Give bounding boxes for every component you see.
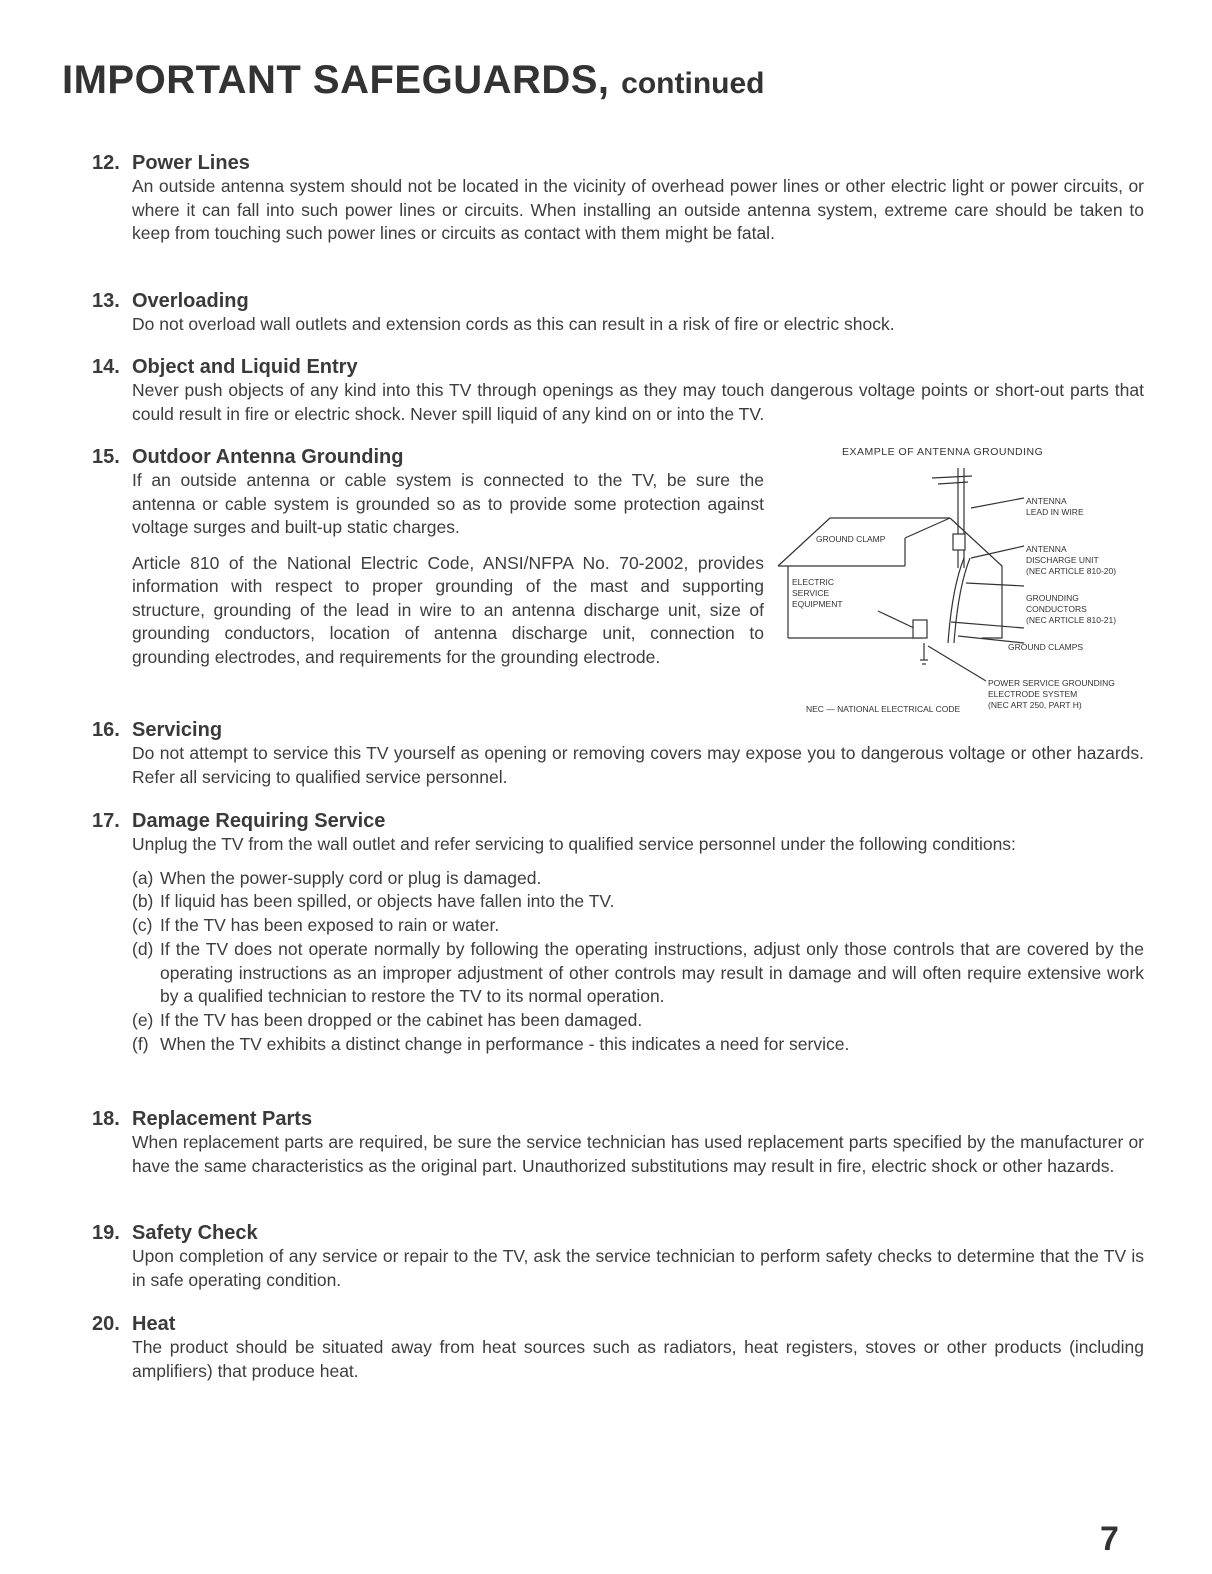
section-damage-requiring-service xyxy=(92,809,1144,1057)
item-text: If the TV has been dropped or the cabinet has been damaged. xyxy=(160,1010,643,1031)
section-number: 13. xyxy=(92,290,120,312)
page-title-sub: continued xyxy=(621,67,765,100)
section-title: Replacement Parts xyxy=(132,1108,313,1130)
label-power-service-nec: (NEC ART 250, PART H) xyxy=(988,700,1082,710)
list-item xyxy=(132,938,1144,1009)
section-number: 18. xyxy=(92,1108,120,1130)
section-title: Servicing xyxy=(132,719,223,741)
label-conductors-nec: (NEC ARTICLE 810-21) xyxy=(1026,615,1117,625)
section-title: Object and Liquid Entry xyxy=(132,356,358,378)
section-body: Upon completion of any service or repair to the TV, ask the service technician to perform safety checks to determine that the TV is in safe operating condition. xyxy=(132,1246,1144,1290)
label-discharge-unit: DISCHARGE UNIT xyxy=(1026,555,1099,565)
list-item xyxy=(132,1033,1144,1057)
condition-list xyxy=(132,867,1144,1057)
item-letter: (e) xyxy=(132,1010,154,1031)
item-letter: (b) xyxy=(132,891,154,912)
section-overloading xyxy=(92,289,1144,337)
label-ground-clamps: GROUND CLAMPS xyxy=(1008,642,1084,652)
discharge-unit-box xyxy=(953,534,965,550)
section-body-article-810: Article 810 of the National Electric Code, ANSI/NFPA No. 70-2002, provides information with respect to proper grounding of the mast and supporting structure, grounding of the lead in wire to an antenna discharge unit, size of grounding conductors, location of antenna discharge unit, connection to grounding electrodes, and requirements for the grounding electrode. xyxy=(132,552,764,667)
label-lead-in-wire: LEAD IN WIRE xyxy=(1026,507,1084,517)
section-replacement-parts xyxy=(92,1107,1144,1178)
list-item xyxy=(132,890,1144,914)
label-grounding: GROUNDING xyxy=(1026,593,1079,603)
section-heading xyxy=(92,1221,1144,1245)
section-heading xyxy=(92,1312,1144,1336)
item-text: If the TV has been exposed to rain or water. xyxy=(160,915,500,936)
section-body: Unplug the TV from the wall outlet and refer servicing to qualified service personnel under the following conditions: xyxy=(132,834,1016,854)
page-number: 7 xyxy=(1100,1520,1119,1558)
section-number: 12. xyxy=(92,152,120,174)
section-heading xyxy=(92,289,1144,313)
section-object-liquid-entry xyxy=(92,355,1144,426)
section-body: If an outside antenna or cable system is connected to the TV, be sure the antenna or cable system is grounded so as to provide some protection against voltage surges and built-up static charges. xyxy=(132,470,764,537)
item-text: If the TV does not operate normally by following the operating instructions, adjust only those controls that are covered by the operating instructions as an improper adjustment of other controls may result in damage and will often require extensive work by a qualified technician to restore the TV to its normal operation. xyxy=(160,938,1144,1007)
item-letter: (d) xyxy=(132,938,154,959)
section-servicing xyxy=(92,718,1144,789)
section-title: Power Lines xyxy=(132,152,250,174)
label-discharge-antenna: ANTENNA xyxy=(1026,544,1067,554)
section-body: The product should be situated away from heat sources such as radiators, heat registers, stoves or other products (including amplifiers) that produce heat. xyxy=(132,1337,1144,1381)
section-body: Do not overload wall outlets and extension cords as this can result in a risk of fire or electric shock. xyxy=(132,314,895,334)
section-title: Overloading xyxy=(132,290,249,312)
section-body: An outside antenna system should not be located in the vicinity of overhead power lines or other electric light or power circuits, or where it can fall into such power lines or circuits. When installing an outside antenna system, extreme care should be taken to keep from touching such power lines or circuits as contact with them might be fatal. xyxy=(132,176,1144,243)
section-number: 14. xyxy=(92,356,120,378)
item-text: When the TV exhibits a distinct change in performance - this indicates a need for service. xyxy=(160,1034,850,1055)
label-ground-clamp: GROUND CLAMP xyxy=(816,534,886,544)
section-number: 20. xyxy=(92,1313,120,1335)
label-electric: ELECTRIC xyxy=(792,577,835,587)
item-letter: (a) xyxy=(132,867,154,888)
section-heading xyxy=(92,355,1144,379)
label-conductors: CONDUCTORS xyxy=(1026,604,1087,614)
section-heading xyxy=(92,718,1144,742)
label-power-service: POWER SERVICE GROUNDING xyxy=(988,678,1115,688)
section-title: Safety Check xyxy=(132,1222,258,1244)
section-number: 16. xyxy=(92,719,120,741)
section-body: When replacement parts are required, be sure the service technician has used replacement parts specified by the manufacturer or have the same characteristics as the original part. Unauthorized substitutions may result in fire, electric shock or other hazards. xyxy=(132,1132,1144,1176)
item-letter: (c) xyxy=(132,915,153,936)
service-box xyxy=(913,620,927,638)
diagram-title: EXAMPLE OF ANTENNA GROUNDING xyxy=(842,446,1044,458)
item-text: If liquid has been spilled, or objects have fallen into the TV. xyxy=(160,891,615,912)
section-heat xyxy=(92,1312,1144,1383)
label-antenna: ANTENNA xyxy=(1026,496,1067,506)
section-body: Never push objects of any kind into this TV through openings as they may touch dangerous voltage points or short-out parts that could result in fire or electric shock. Never spill liquid of any kind on or into the TV. xyxy=(132,380,1144,424)
label-equipment: EQUIPMENT xyxy=(792,599,843,609)
section-power-lines xyxy=(92,151,1144,246)
section-heading xyxy=(92,809,1144,833)
label-nec-note: NEC — NATIONAL ELECTRICAL CODE xyxy=(806,704,961,714)
section-title: Damage Requiring Service xyxy=(132,810,386,832)
item-letter: (f) xyxy=(132,1034,149,1055)
section-number: 15. xyxy=(92,446,120,468)
list-item xyxy=(132,914,1144,938)
section-number: 17. xyxy=(92,810,120,832)
list-item xyxy=(132,867,1144,891)
page-title-main: IMPORTANT SAFEGUARDS, xyxy=(62,58,610,102)
section-heading xyxy=(92,1107,1144,1131)
section-title: Outdoor Antenna Grounding xyxy=(132,446,404,468)
antenna-grounding-figure xyxy=(772,438,1156,720)
item-text: When the power-supply cord or plug is damaged. xyxy=(160,867,542,888)
section-heading xyxy=(92,151,1144,175)
page-title xyxy=(62,58,764,103)
label-electrode-system: ELECTRODE SYSTEM xyxy=(988,689,1078,699)
section-body: Do not attempt to service this TV yourself as opening or removing covers may expose you to dangerous voltage or other hazards. Refer all servicing to qualified service personnel. xyxy=(132,743,1144,787)
label-discharge-nec: (NEC ARTICLE 810-20) xyxy=(1026,566,1117,576)
house-outline xyxy=(778,468,1024,681)
label-service: SERVICE xyxy=(792,588,830,598)
section-title: Heat xyxy=(132,1313,176,1335)
antenna-grounding-diagram xyxy=(772,438,1156,720)
section-number: 19. xyxy=(92,1222,120,1244)
section-safety-check xyxy=(92,1221,1144,1292)
list-item xyxy=(132,1009,1144,1033)
